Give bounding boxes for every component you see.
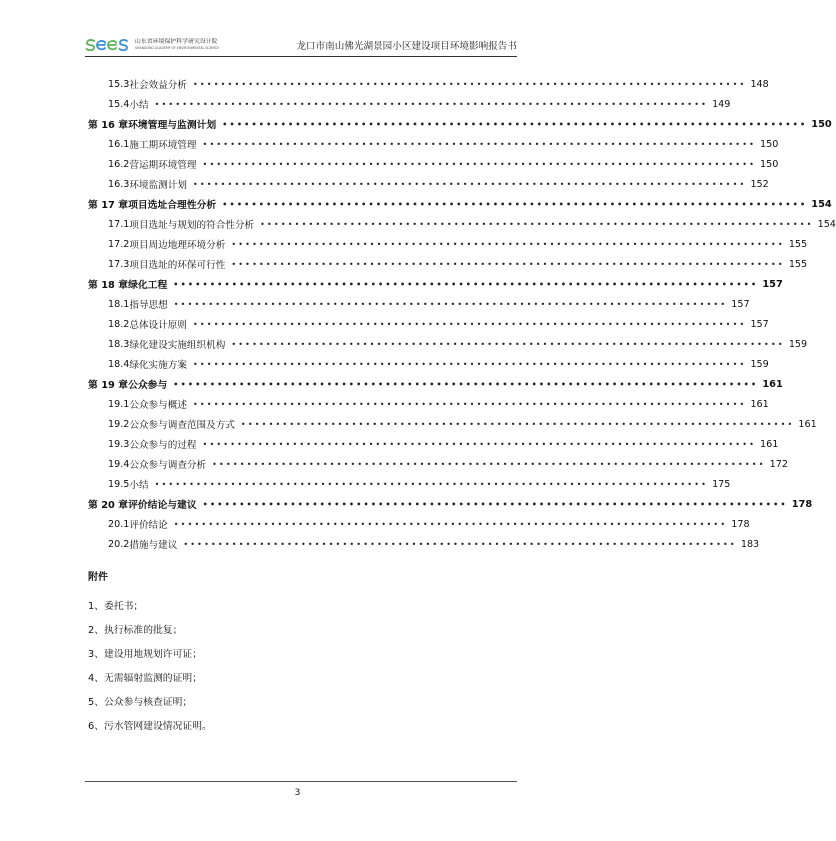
toc-entry-number: 第 20 章 xyxy=(88,500,129,511)
toc-entry-title: 评价结论 xyxy=(129,520,168,531)
logo-mark-icon xyxy=(85,38,131,52)
toc-section-row[interactable] xyxy=(88,234,808,254)
toc-page-number: 155 xyxy=(788,238,808,250)
header-divider xyxy=(85,56,517,57)
toc-dot-leader: •••••••••••••••••••••••••••••••••••••••••••••••••••••••••••••••••••••••••••••••• xyxy=(202,139,757,149)
attachment-item: 1、委托书； xyxy=(88,601,144,612)
toc-entry-number: 19.4 xyxy=(108,458,130,470)
toc-page-number: 149 xyxy=(712,98,731,110)
toc-dot-leader: •••••••••••••••••••••••••••••••••••••••••••••••••••••••••••••••••••••••••••••••• xyxy=(212,459,766,469)
toc-entry-number: 16.2 xyxy=(108,158,130,170)
toc-section-row[interactable] xyxy=(88,434,779,454)
logo-english-text: SHANDONG ACADEMY OF ENVIRONMENTAL SCIENCE xyxy=(135,46,220,51)
toc-dot-leader: •••••••••••••••••••••••••••••••••••••••••••••••••••••••••••••••••••••••••••••••• xyxy=(231,259,785,269)
toc-dot-leader: •••••••••••••••••••••••••••••••••••••••••••••••••••••••••••••••••••••••••••••••• xyxy=(192,179,747,189)
toc-page-number: 183 xyxy=(740,538,760,550)
toc-page-number: 172 xyxy=(769,458,788,470)
attachment-item: 3、建设用地规划许可证； xyxy=(88,649,202,660)
toc-dot-leader: •••••••••••••••••••••••••••••••••••••••••••••••••••••••••••••••••••••••••••••••• xyxy=(260,219,814,229)
attachments-title: 附件 xyxy=(88,572,108,583)
toc-dot-leader: •••••••••••••••••••••••••••••••••••••••••••••••••••••••••••••••••••••••••••••••• xyxy=(202,439,757,449)
toc-entry-number: 19.3 xyxy=(108,438,130,450)
toc-entry-number: 第 19 章 xyxy=(88,380,129,391)
toc-entry-number: 17.1 xyxy=(108,218,130,230)
toc-section-row[interactable] xyxy=(88,394,769,414)
toc-entry-title: 指导思想 xyxy=(129,300,168,311)
toc-entry-title: 营运期环境管理 xyxy=(129,160,197,171)
logo-chinese-text: 山东省环境保护科学研究设计院 xyxy=(135,38,218,45)
toc-entry-number: 第 17 章 xyxy=(88,200,129,211)
toc-entry-number: 15.4 xyxy=(108,98,130,110)
toc-page-number: 157 xyxy=(750,318,769,330)
toc-entry-title: 公众参与 xyxy=(128,380,168,391)
toc-dot-leader: •••••••••••••••••••••••••••••••••••••••••••••••••••••••••••••••••••••••••••••••• xyxy=(240,419,795,429)
toc-entry-number: 20.1 xyxy=(108,518,130,530)
toc-entry-number: 17.3 xyxy=(108,258,130,270)
toc-page-number: 150 xyxy=(760,158,779,170)
toc-entry-title: 项目选址的环保可行性 xyxy=(129,260,226,271)
toc-entry-number: 19.5 xyxy=(108,478,130,490)
toc-page-number: 154 xyxy=(811,198,832,210)
toc-dot-leader: •••••••••••••••••••••••••••••••••••••••••••••••••••••••••••••••••••••••••••••••• xyxy=(154,479,709,489)
toc-entry-number: 18.4 xyxy=(108,358,130,370)
toc-dot-leader: •••••••••••••••••••••••••••••••••••••••••••••••••••••••••••••••••••••••••••••••• xyxy=(192,359,747,369)
toc-page-number: 150 xyxy=(760,138,779,150)
toc-entry-title: 项目选址与规划的符合性分析 xyxy=(129,220,255,231)
toc-dot-leader: •••••••••••••••••••••••••••••••••••••••••••••••••••••••••••••••••••••••••••••••• xyxy=(173,379,759,389)
toc-entry-title: 公众参与调查分析 xyxy=(129,460,207,471)
toc-dot-leader: •••••••••••••••••••••••••••••••••••••••••••••••••••••••••••••••••••••••••••••••• xyxy=(192,319,747,329)
toc-section-row[interactable] xyxy=(88,154,779,174)
toc-entry-title: 绿化工程 xyxy=(128,280,168,291)
toc-entry-number: 16.1 xyxy=(108,138,130,150)
toc-chapter-row[interactable] xyxy=(88,374,783,394)
toc-dot-leader: •••••••••••••••••••••••••••••••••••••••••••••••••••••••••••••••••••••••••••••••• xyxy=(222,119,808,129)
toc-dot-leader: •••••••••••••••••••••••••••••••••••••••••••••••••••••••••••••••••••••••••••••••• xyxy=(173,519,728,529)
toc-entry-number: 18.3 xyxy=(108,338,130,350)
page-header xyxy=(85,34,517,56)
attachment-item: 6、污水管网建设情况证明。 xyxy=(88,721,212,732)
toc-entry-title: 评价结论与建议 xyxy=(128,500,197,511)
toc-page-number: 178 xyxy=(791,498,813,510)
toc-page-number: 161 xyxy=(750,398,769,410)
toc-dot-leader: •••••••••••••••••••••••••••••••••••••••••••••••••••••••••••••••••••••••••••••••• xyxy=(202,499,788,509)
toc-entry-title: 公众参与的过程 xyxy=(129,440,197,451)
toc-entry-title: 公众参与调查范围及方式 xyxy=(129,420,235,431)
toc-page-number: 161 xyxy=(760,438,779,450)
toc-entry-title: 施工期环境管理 xyxy=(129,140,197,151)
toc-section-row[interactable] xyxy=(88,514,750,534)
toc-section-row[interactable] xyxy=(88,214,836,234)
toc-dot-leader: •••••••••••••••••••••••••••••••••••••••••••••••••••••••••••••••••••••••••••••••• xyxy=(231,339,785,349)
toc-entry-number: 16.3 xyxy=(108,178,130,190)
toc-section-row[interactable] xyxy=(88,354,769,374)
toc-entry-title: 环境监测计划 xyxy=(129,180,187,191)
footer-divider xyxy=(85,781,517,782)
toc-page-number: 161 xyxy=(762,378,783,390)
toc-page-number: 154 xyxy=(817,218,836,230)
report-title: 龙口市南山佛光湖景园小区建设项目环境影响报告书 xyxy=(296,41,517,52)
toc-section-row[interactable] xyxy=(88,534,760,554)
toc-entry-number: 第 18 章 xyxy=(88,280,129,291)
toc-entry-title: 措施与建议 xyxy=(129,540,178,551)
toc-section-row[interactable] xyxy=(88,174,769,194)
toc-dot-leader: •••••••••••••••••••••••••••••••••••••••••••••••••••••••••••••••••••••••••••••••• xyxy=(183,539,737,549)
toc-page-number: 152 xyxy=(750,178,769,190)
toc-dot-leader: •••••••••••••••••••••••••••••••••••••••••••••••••••••••••••••••••••••••••••••••• xyxy=(173,279,759,289)
institute-logo xyxy=(85,36,219,54)
attachment-item: 5、公众参与核查证明； xyxy=(88,697,193,708)
toc-entry-number: 20.2 xyxy=(108,538,130,550)
toc-section-row[interactable] xyxy=(88,334,808,354)
toc-entry-number: 18.1 xyxy=(108,298,130,310)
toc-section-row[interactable] xyxy=(88,414,817,434)
toc-entry-title: 项目周边地理环境分析 xyxy=(129,240,226,251)
toc-chapter-row[interactable] xyxy=(88,194,832,214)
toc-section-row[interactable] xyxy=(88,254,808,274)
toc-section-row[interactable] xyxy=(88,94,731,114)
page-number: 3 xyxy=(294,788,301,798)
toc-page-number: 175 xyxy=(712,478,731,490)
toc-dot-leader: •••••••••••••••••••••••••••••••••••••••••••••••••••••••••••••••••••••••••••••••• xyxy=(192,79,747,89)
toc-page-number: 155 xyxy=(788,258,808,270)
toc-entry-title: 公众参与概述 xyxy=(129,400,187,411)
toc-chapter-row[interactable] xyxy=(88,274,783,294)
toc-section-row[interactable] xyxy=(88,294,750,314)
toc-dot-leader: •••••••••••••••••••••••••••••••••••••••••••••••••••••••••••••••••••••••••••••••• xyxy=(173,299,728,309)
toc-dot-leader: •••••••••••••••••••••••••••••••••••••••••••••••••••••••••••••••••••••••••••••••• xyxy=(202,159,757,169)
toc-dot-leader: •••••••••••••••••••••••••••••••••••••••••••••••••••••••••••••••••••••••••••••••• xyxy=(154,99,709,109)
toc-entry-number: 18.2 xyxy=(108,318,130,330)
toc-entry-title: 社会效益分析 xyxy=(129,80,187,91)
toc-page-number: 157 xyxy=(731,298,750,310)
attachment-item: 2、执行标准的批复； xyxy=(88,625,183,636)
toc-entry-number: 15.3 xyxy=(108,78,130,90)
toc-entry-title: 环境管理与监测计划 xyxy=(128,120,217,131)
toc-entry-title: 项目选址合理性分析 xyxy=(128,200,217,211)
toc-section-row[interactable] xyxy=(88,134,779,154)
toc-page-number: 150 xyxy=(811,118,832,130)
toc-entry-number: 第 16 章 xyxy=(88,120,129,131)
toc-entry-title: 小结 xyxy=(129,480,149,491)
toc-entry-number: 19.1 xyxy=(108,398,130,410)
toc-page-number: 159 xyxy=(788,338,808,350)
toc-section-row[interactable] xyxy=(88,314,769,334)
toc-entry-title: 绿化实施方案 xyxy=(129,360,187,371)
toc-dot-leader: •••••••••••••••••••••••••••••••••••••••••••••••••••••••••••••••••••••••••••••••• xyxy=(222,199,808,209)
toc-entry-number: 17.2 xyxy=(108,238,130,250)
toc-chapter-row[interactable] xyxy=(88,114,832,134)
toc-entry-number: 19.2 xyxy=(108,418,130,430)
toc-dot-leader: •••••••••••••••••••••••••••••••••••••••••••••••••••••••••••••••••••••••••••••••• xyxy=(231,239,785,249)
toc-entry-title: 绿化建设实施组织机构 xyxy=(129,340,226,351)
toc-entry-title: 总体设计原则 xyxy=(129,320,187,331)
toc-chapter-row[interactable] xyxy=(88,494,813,514)
toc-dot-leader: •••••••••••••••••••••••••••••••••••••••••••••••••••••••••••••••••••••••••••••••• xyxy=(192,399,747,409)
toc-entry-title: 小结 xyxy=(129,100,149,111)
toc-section-row[interactable] xyxy=(88,454,788,474)
toc-page-number: 157 xyxy=(762,278,783,290)
table-of-contents xyxy=(88,74,836,554)
attachment-item: 4、无需辐射监测的证明； xyxy=(88,673,202,684)
attachments-section xyxy=(88,568,518,739)
toc-section-row[interactable] xyxy=(88,74,769,94)
toc-page-number: 178 xyxy=(731,518,750,530)
toc-page-number: 159 xyxy=(750,358,769,370)
toc-page-number: 161 xyxy=(798,418,817,430)
toc-section-row[interactable] xyxy=(88,474,731,494)
toc-page-number: 148 xyxy=(750,78,769,90)
